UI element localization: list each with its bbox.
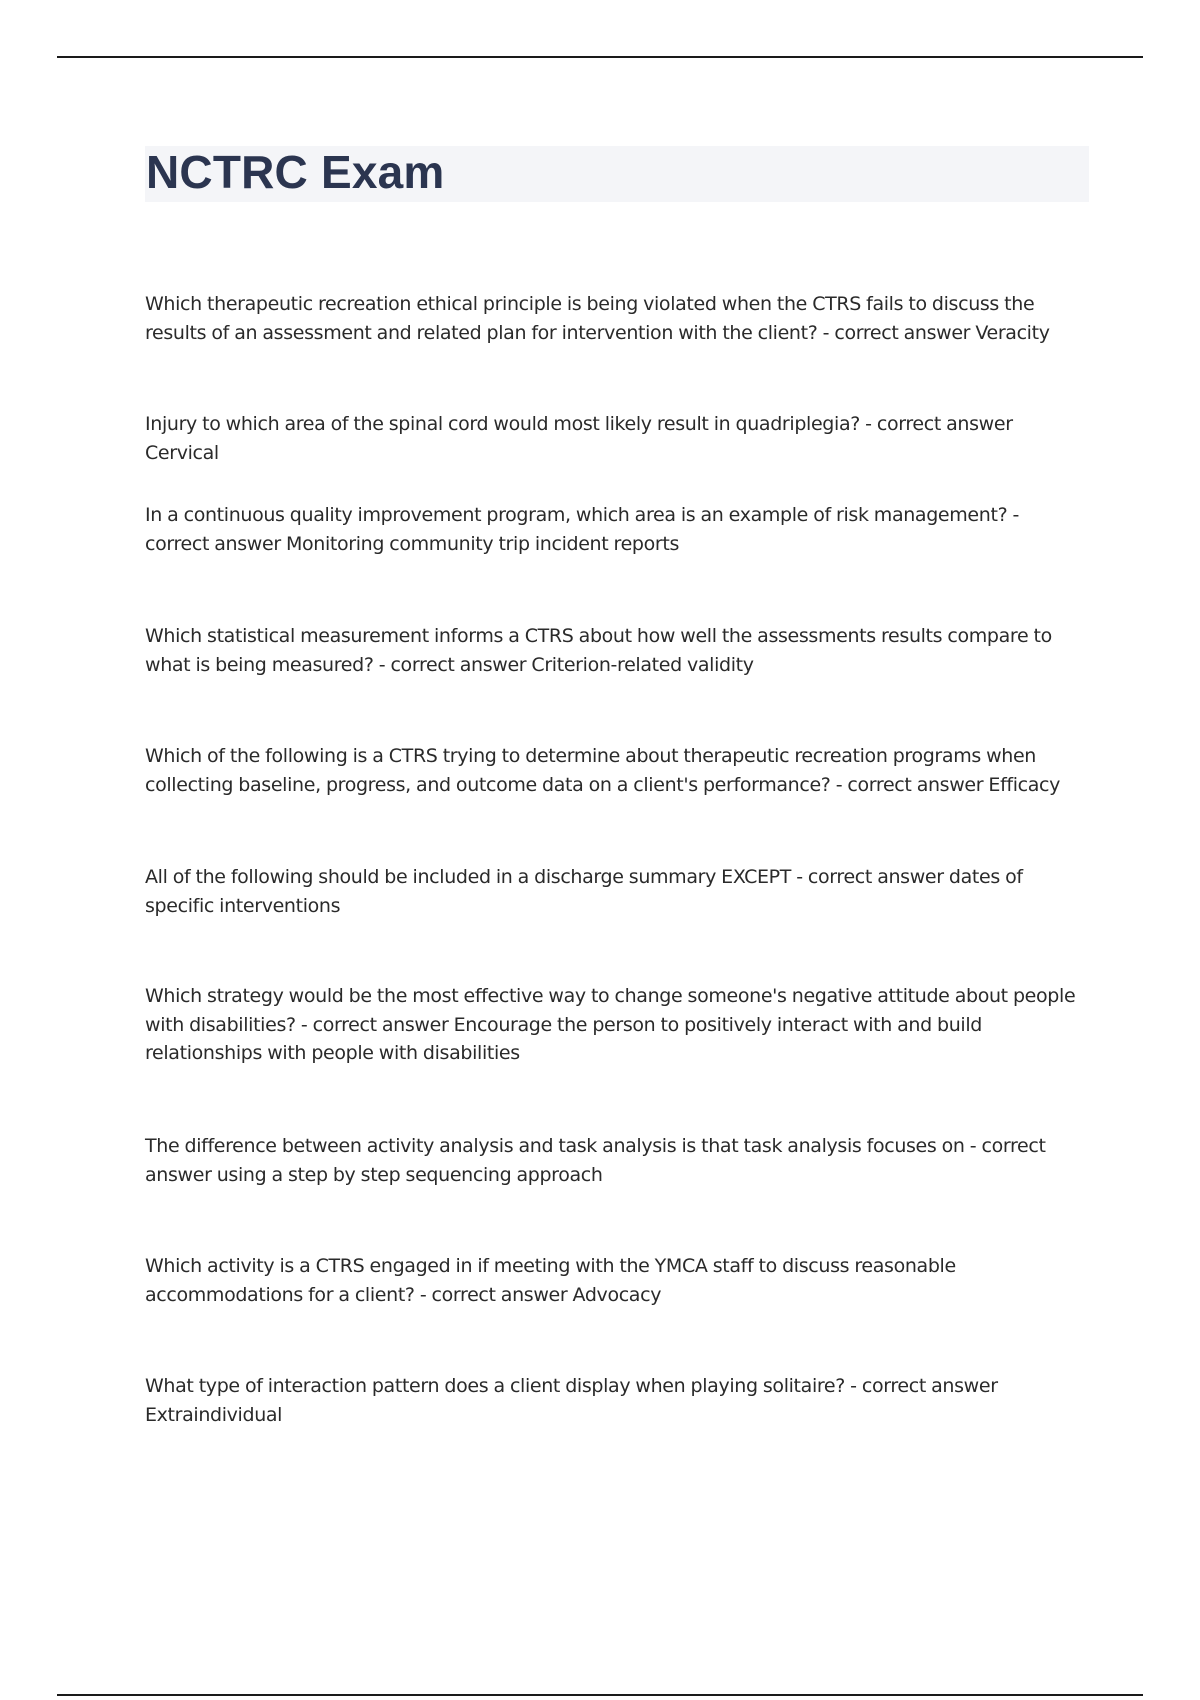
qa-item: All of the following should be included in a discharge summary EXCEPT - correct answer dates of specific interventions xyxy=(145,866,1023,917)
qa-item: Which activity is a CTRS engaged in if meeting with the YMCA staff to discuss reasonable accommodations for a client? - correct answer Advocacy xyxy=(145,1255,956,1306)
qa-item: Which statistical measurement informs a CTRS about how well the assessments results compare to what is being measured? - correct answer Criterion-related validity xyxy=(145,625,1052,676)
bottom-rule xyxy=(57,1694,1143,1696)
qa-item: The difference between activity analysis and task analysis is that task analysis focuses on - correct answer using a step by step sequencing approach xyxy=(145,1135,1046,1186)
qa-item: Which of the following is a CTRS trying to determine about therapeutic recreation programs when collecting baseline, progress, and outcome data on a client's performance? - correct answer Efficacy xyxy=(145,745,1061,796)
qa-item: Which strategy would be the most effective way to change someone's negative attitude about people with disabilities? - correct answer Encourage the person to positively interact with and build relationships with people with disabilities xyxy=(145,985,1076,1064)
top-rule xyxy=(57,56,1143,58)
document-title: NCTRC Exam xyxy=(146,146,445,198)
qa-item: What type of interaction pattern does a client display when playing solitaire? - correct answer Extraindividual xyxy=(145,1375,998,1426)
qa-item: Which therapeutic recreation ethical principle is being violated when the CTRS fails to discuss the results of an assessment and related plan for intervention with the client? - correct answer Veracity xyxy=(145,293,1050,344)
qa-item: In a continuous quality improvement program, which area is an example of risk management? - correct answer Monitoring community trip incident reports xyxy=(145,504,1019,555)
qa-item: Injury to which area of the spinal cord would most likely result in quadriplegia? - correct answer Cervical xyxy=(145,413,1013,464)
